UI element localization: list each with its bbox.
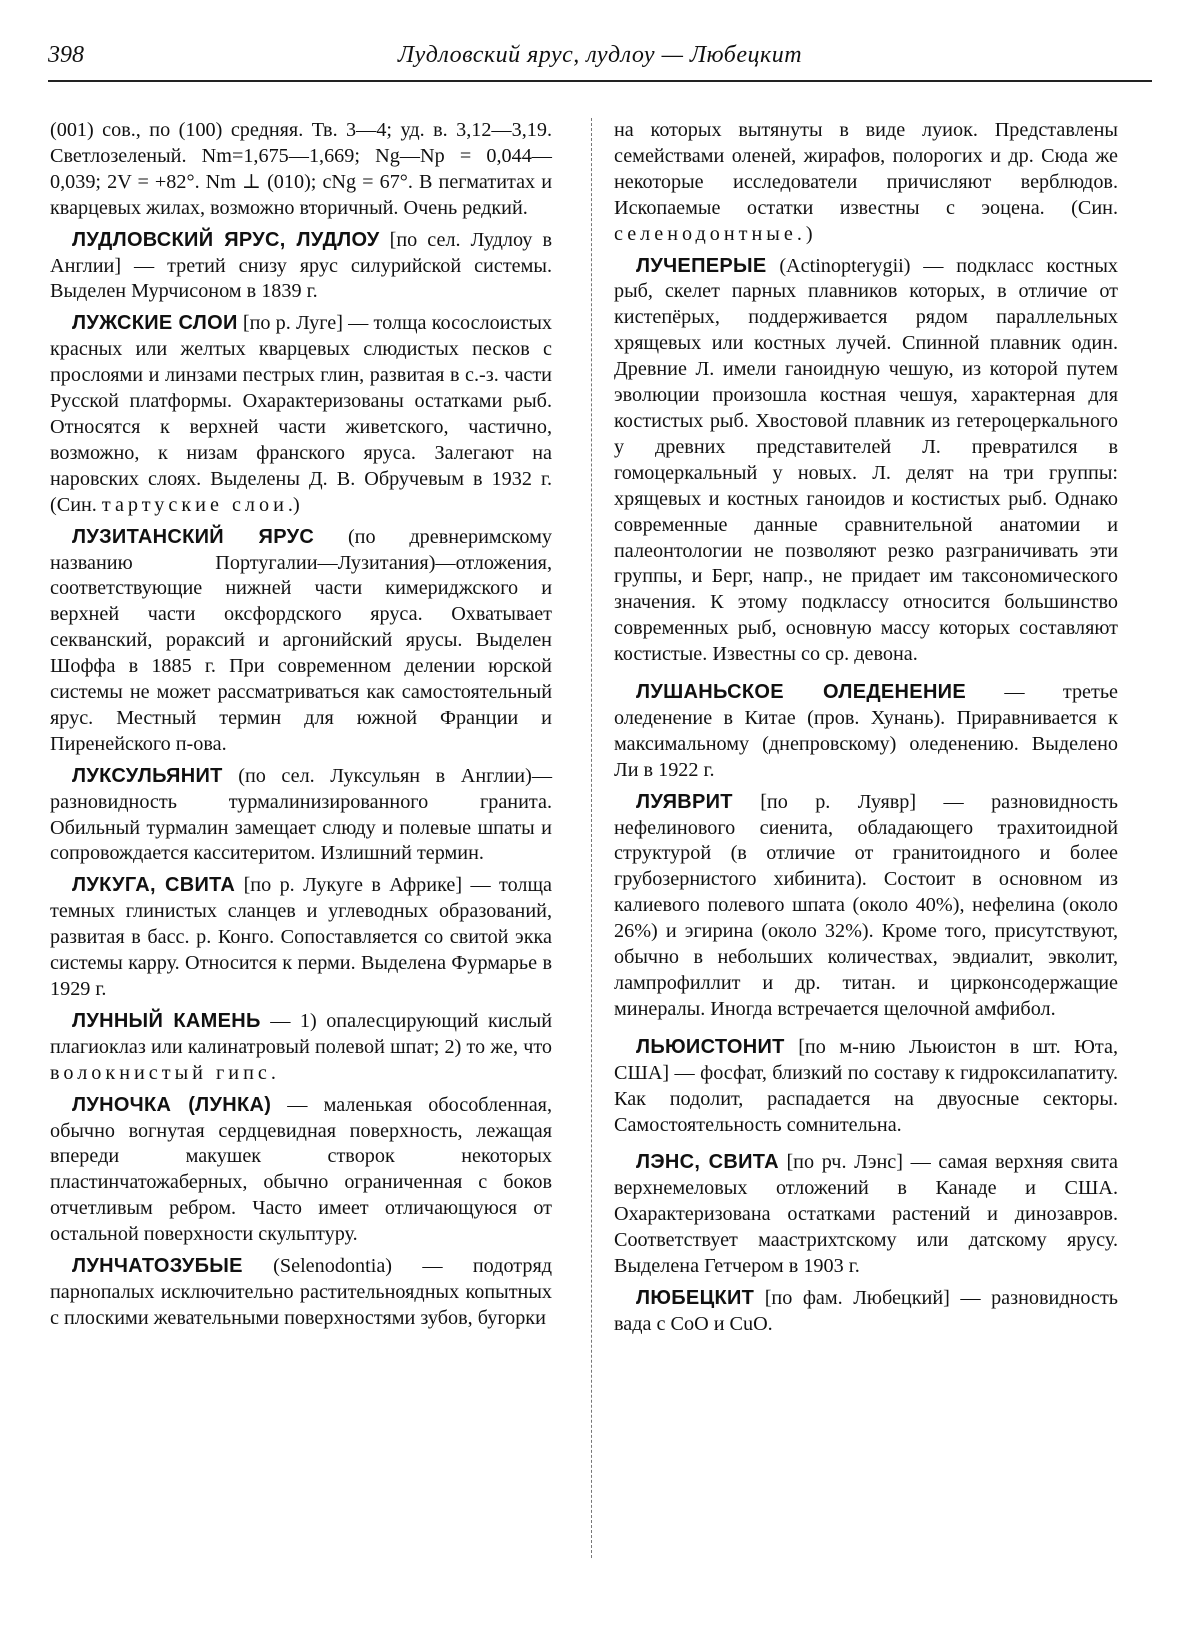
entry-term: ЛЭНС, СВИТА xyxy=(636,1151,779,1174)
entry-term: ЛЮБЕЦКИТ xyxy=(636,1286,755,1309)
entry-term: ЛУНЧАТОЗУБЫЕ xyxy=(72,1255,243,1278)
entry-text: [по рч. Лэнс] — самая верхняя свита верхнемеловых отложений в Канаде и США. Охарактеризована остатками растений и динозавров. Соответствует маастрихтскому или датскому ярусу. Выделена Гетчером в 1903 г. xyxy=(614,1151,1118,1278)
entry-term: ЛУШАНЬСКОЕ ОЛЕДЕНЕНИЕ xyxy=(636,681,966,704)
entry-term: ЛУКУГА, СВИТА xyxy=(72,874,236,897)
entry-text: [по м-нию Льюистон в шт. Юта, США] — фосфат, близкий по составу к гидроксилапатиту. Как подолит, распадается на двуосные секторы. Самостоятельность сомнительна. xyxy=(614,1035,1118,1136)
left-column xyxy=(50,118,552,1338)
entry-ludlovsky xyxy=(50,228,552,306)
entry-text: [по р. Луявр] — разновидность нефелинового сиенита, обладающего трахитоидной структурой (в отличие от гранитоидного и более грубозернистого хибинита). Состоит в основном из калиевого полевого шпата (около 40%), нефелина (около 26%) и эгирина (около 32%). Кроме того, присутствуют, обычно в небольших количествах, эвдиалит, эвколит, лампрофиллит и др. титан. и цирконсодержащие минералы. Иногда встречается щелочной амфибол. xyxy=(614,790,1118,1020)
entry-luzitansky xyxy=(50,525,552,758)
entry-text: (Actinopterygii) — подкласс костных рыб, скелет парных плавников которых, в отличие от кистепёрых, поддерживается рядом параллельных хрящевых или костных лучей. Спинной плавник один. Древние Л. имели ганоидную чешую, из которой путем эволюции произошла костная чешуя, характерная для костистых рыб. Хвостовой плавник из гетероцеркального у древних представителей Л. превратился в гомоцеркальный у новых. Л. делят на три группы: хрящевых и костных ганоидов и костистых рыб. Однако современные данные сравнительной анатомии и палеонтологии не позволяют резко разграничивать эти группы, и Берг, напр., не придает им таксономического значения. К этому подклассу относится большинство современных рыб, основную массу которых составляют костистые. Известны со ср. девона. xyxy=(614,254,1118,666)
entry-term: ЛУННЫЙ КАМЕНЬ xyxy=(72,1009,261,1032)
running-head: Лудловский ярус, лудлоу — Любецкит xyxy=(397,42,803,68)
entry-text: [по фам. Любецкий] — разновидность вада с CoO и CuO. xyxy=(614,1286,1118,1335)
entry-term: ЛУКСУЛЬЯНИТ xyxy=(72,764,223,787)
entry-synonym: тартуские слои xyxy=(101,493,288,516)
entry-text: [по сел. Лудлоу в Англии] — третий снизу ярус силурийской системы. Выделен Мурчисоном в 1839 г. xyxy=(50,228,552,303)
page-number: 398 xyxy=(48,42,84,68)
entry-term: ЛУЖСКИЕ СЛОИ xyxy=(72,312,238,335)
entry-lukuga xyxy=(50,873,552,1003)
entry-text: на которых вытянуты в виде луиок. Представлены семействами оленей, жирафов, полорогих и др. Сюда же некоторые исследователи причисляют верблюдов. Ископаемые остатки известны с эоцена. (Син. xyxy=(614,119,1118,219)
entry-text: (по древнеримскому названию Португалии—Лузитания)—отложения, соответствующие нижней части кимериджского и верхней части оксфордского яруса. Охватывает секванский, рораксий и аргонийский ярусы. Выделен Шоффа в 1885 г. При современном делении юрской системы не может рассматриваться как самостоятельный ярус. Местный термин для южной Франции и Пиренейского п-ова. xyxy=(50,525,552,755)
entry-lunchatozubye xyxy=(50,1254,552,1332)
entry-continuation xyxy=(614,118,1118,248)
entry-luyavrit xyxy=(614,790,1118,1023)
entry-lucheperye xyxy=(614,254,1118,669)
entry-term: ЛУДЛОВСКИЙ ЯРУС, ЛУДЛОУ xyxy=(72,228,380,251)
entry-continuation xyxy=(50,118,552,222)
entry-lens xyxy=(614,1150,1118,1280)
entry-text: — маленькая обособленная, обычно вогнутая сердцевидная поверхность, лежащая впереди макушек створок некоторых пластинчатожаберных, обычно ограниченная с боков отчетливым ребром. Часто имеет отличающуюся от остальной поверхности скульптуру. xyxy=(50,1093,552,1246)
entry-synonym: волокнистый гипс. xyxy=(50,1061,280,1084)
entry-text: — третье оледенение в Китае (пров. Хунань). Приравнивается к максимальному (днепровскому) оледенению. Выделено Ли в 1922 г. xyxy=(614,681,1118,781)
entry-text: (Selenodontia) — подотряд парнопалых исключительно растительноядных копытных с плоскими жевательными поверхностями зубов, бугорки xyxy=(50,1255,553,1329)
entry-term: ЛУЧЕПЕРЫЕ xyxy=(636,254,767,277)
entry-lunny-kamen xyxy=(50,1009,552,1087)
entry-term: ЛЬЮИСТОНИТ xyxy=(636,1035,785,1058)
entry-text: (по сел. Луксульян в Англии)—разновидность турмалинизированного гранита. Обильный турмалин замещает слюду и полевые шпаты и сопровождается касситеритом. Излишний термин. xyxy=(50,764,553,865)
header-rule xyxy=(48,80,1152,82)
entry-lyubetskit xyxy=(614,1286,1118,1338)
entry-luzhskie: ЛУЖСКИЕ СЛОИ [по р. Луге] — толща косослоистых красных или желтых кварцевых слюдистых песков с прослоями и линзами пестрых глин, развитая в с.-з. части Русской платформы. Охарактеризованы остатками рыб. Относятся к верхней части живетского, частично, возможно, к низам франского яруса. Залегают на наровских слоях. Выделены Д. В. Обручевым в 1932 г. (Син. тартуские слои.) xyxy=(50,312,552,516)
entry-term: ЛУЗИТАНСКИЙ ЯРУС xyxy=(72,525,315,548)
entry-term: ЛУЯВРИТ xyxy=(636,790,733,813)
entry-synonym: селенодонтные.) xyxy=(614,222,817,245)
entry-lunochka xyxy=(50,1093,552,1248)
column-divider xyxy=(591,118,592,1558)
right-column xyxy=(614,118,1118,1344)
entry-lushanskoe xyxy=(614,680,1118,784)
entry-term: ЛУНОЧКА (ЛУНКА) xyxy=(72,1093,272,1116)
page-header xyxy=(48,42,1152,82)
entry-text: (001) сов., по (100) средняя. Тв. 3—4; уд. в. 3,12—3,19. Светлозеленый. Nm=1,675—1,669; Ng—Np = 0,044—0,039; 2V = +82°. Nm ⊥ (010); cNg = 67°. В пегматитах и кварцевых жилах, возможно вторичный. Очень редкий. xyxy=(50,119,552,219)
entry-text: [по р. Луге] — толща косослоистых красных или желтых кварцевых слюдистых песков с прослоями и линзами пестрых глин, развитая в с.-з. части Русской платформы. Охарактеризованы остатками рыб. Относятся к верхней части живетского, частично, возможно, к низам франского яруса. Залегают на наровских слоях. Выделены Д. В. Обручевым в 1932 г. (Син. xyxy=(50,312,552,516)
entry-lyuistonit xyxy=(614,1035,1118,1139)
entry-text: — 1) опалесцирующий кислый плагиоклаз или калинатровый полевой шпат; 2) то же, что xyxy=(50,1009,553,1058)
entry-text: [по р. Лукуге в Африке] — толща темных глинистых сланцев и углеводных образований, развитая в басс. р. Конго. Сопоставляется со свитой экка системы карру. Относится к перми. Выделена Фурмарье в 1929 г. xyxy=(50,874,552,1000)
entry-luksulyanit xyxy=(50,764,552,868)
